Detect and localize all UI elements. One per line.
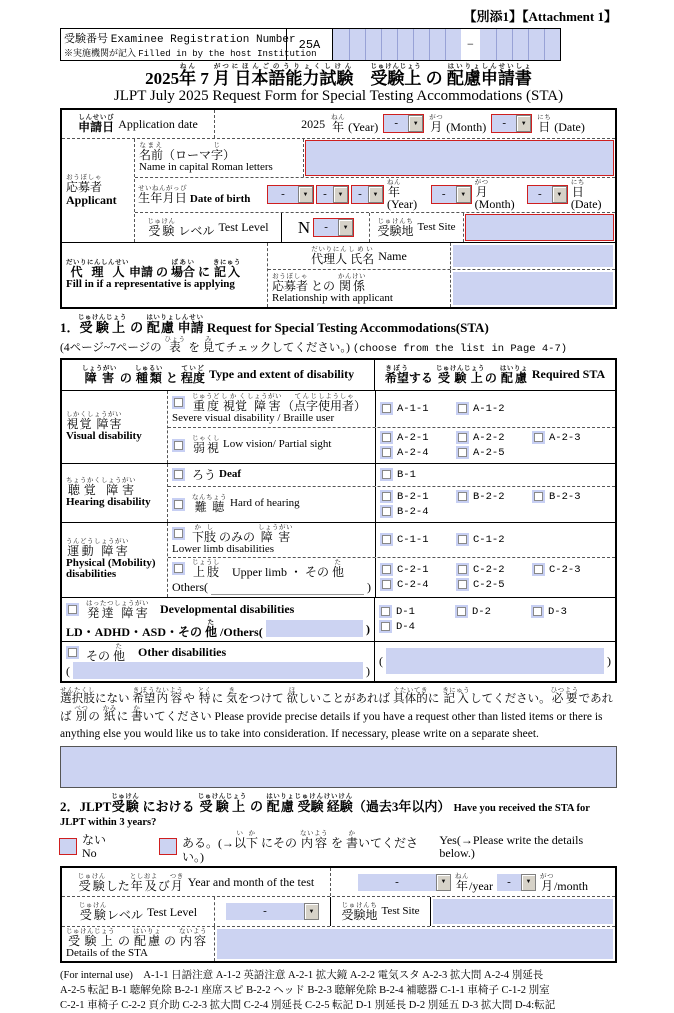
application-date-value: - <box>492 115 516 132</box>
developmental-option <box>62 598 374 641</box>
relationship-label-en: Relationship with applicant <box>272 291 393 304</box>
checkbox-c-2-3[interactable] <box>532 563 545 576</box>
test-site-value-cell <box>463 213 615 242</box>
internal-use-line3: C-2-1 車椅子 C-2-2 頁介助 C-2-3 拡大問 C-2-4 別延長 C-2-5 転記 D-1 別延長 D-2 別延五 D-3 拡大問 D-4:転記 <box>60 999 556 1011</box>
developmental-en: Developmental disabilities <box>160 602 295 617</box>
visual-category <box>62 391 167 463</box>
checkbox-c-2-4[interactable] <box>380 578 393 591</box>
other-disability-option <box>62 642 374 681</box>
disability-header-right-jp: 希望きぼうする 受験上じゅけんじょうの 配慮はいりょ <box>384 364 528 385</box>
disability-header-right-en: Required STA <box>531 367 606 382</box>
developmental-jp: 発達 障害はったつしょうがい <box>86 599 149 620</box>
dropdown-arrow-icon[interactable] <box>516 115 531 132</box>
history-details-input[interactable] <box>217 929 613 958</box>
dropdown-arrow-icon[interactable] <box>456 186 471 203</box>
section1-subnote-en: (choose from the list in Page 4-7) <box>352 342 568 355</box>
developmental-others-close: ) <box>366 621 370 636</box>
upper-limb-jp: 上肢じょうし Upper limb ・ その 他た <box>192 558 344 579</box>
dropdown-arrow-icon[interactable] <box>304 903 319 920</box>
history-year-dropdown[interactable] <box>358 874 451 891</box>
lower-limb-option <box>168 523 375 557</box>
history-level-label-jp: 受験じゅけんレベル <box>78 902 143 923</box>
relationship-input[interactable] <box>453 272 613 305</box>
other-disability-en: Other disabilities <box>138 645 227 660</box>
section1-heading <box>60 314 617 335</box>
lower-limb-jp: 下肢かし のみの 障害しょうがい <box>192 524 294 545</box>
registration-prefix: 25A <box>287 29 333 60</box>
hearing-category-en: Hearing disability <box>66 495 151 508</box>
sta-code-label: D-1 <box>396 605 415 618</box>
checkbox-d-1[interactable] <box>379 605 392 618</box>
test-year-month-value-cell <box>330 868 615 896</box>
application-date-label <box>62 110 214 138</box>
physical-sub2-codes <box>375 558 615 597</box>
free-request-note-jp: 選択肢せんたくしにない 希望きぼう内容ないようや 特とくに 気きをつけて 欲ほしいことがあれば 具体的ぐたいてきに 記入きにゅうしてください。必要ひつようであれば 別べつの 紙かみに 書かいてください <box>60 686 614 723</box>
checkbox-c-1-1[interactable] <box>380 533 393 546</box>
sta-code-label: A-1-1 <box>397 402 429 415</box>
history-year-value: - <box>358 874 436 891</box>
hard-of-hearing-en: Hard of hearing <box>230 497 300 510</box>
name-input[interactable] <box>306 141 613 175</box>
representative-name-label-en: Name <box>378 248 407 263</box>
representative-label-en: Fill in if a representative is applying <box>66 278 235 291</box>
upper-limb-option <box>168 558 375 597</box>
disability-header-left <box>62 360 374 390</box>
form-title-jp: 2025年ねん 7 月がつ 日本語能力試験にほんごのうりょくしけん 受験上じゅけんじょう の 配慮申請書はいりょしんせいしょ <box>145 63 532 88</box>
other-open-paren: ( <box>66 663 70 678</box>
deaf-option <box>168 464 375 486</box>
relationship-label <box>268 270 450 307</box>
representative-name-input[interactable] <box>453 245 613 267</box>
developmental-codes <box>374 598 615 641</box>
registration-digit-cell[interactable] <box>381 29 397 60</box>
other-disability-input[interactable] <box>73 662 363 679</box>
test-year-month-label-jp: 受験じゅけんした年及としおよび月つき <box>77 872 184 893</box>
sta-code-label: B-2-3 <box>549 490 581 503</box>
history-site-label <box>330 897 430 926</box>
test-level-value: - <box>314 219 338 236</box>
checkbox-a-2-1[interactable] <box>380 431 393 444</box>
checkbox-other-disability[interactable] <box>66 646 79 659</box>
checkbox-upper-limb[interactable] <box>172 562 185 575</box>
sta-code-label: B-2-2 <box>473 490 505 503</box>
low-vision-option <box>168 428 375 463</box>
checkbox-c-2-5[interactable] <box>456 578 469 591</box>
checkbox-hard-of-hearing[interactable] <box>172 498 185 511</box>
application-month-dropdown[interactable] <box>384 115 423 132</box>
dropdown-arrow-icon[interactable] <box>368 186 383 203</box>
other-disability-jp: その 他た <box>86 642 126 663</box>
physical-category <box>62 523 167 597</box>
test-level-label <box>135 213 281 242</box>
test-year-month-label-en: Year and month of the test <box>187 875 315 890</box>
test-site-input[interactable] <box>466 215 613 240</box>
history-month-value: - <box>497 874 521 891</box>
hard-of-hearing-option <box>168 487 375 522</box>
test-level-value-cell <box>281 213 369 242</box>
registration-label-jp: 受験番号 <box>64 33 108 45</box>
severe-visual-en: Severe visual disability / Braille user <box>172 411 335 424</box>
internal-use-line2: A-2-5 転記 B-1 聴解免除 B-2-1 座席スピ B-2-2 ヘッド B-2-3 聴解免除 B-2-4 補聴器 C-1-1 車椅子 C-1-2 別室 <box>60 984 550 996</box>
physical-category-en: Physical (Mobility) disabilities <box>66 556 156 581</box>
lower-limb-en: Lower limb disabilities <box>172 542 275 555</box>
history-details-label-jp: 受験上じゅけんじょう の 配慮はいりょ の 内容ないよう <box>66 928 207 949</box>
checkbox-severe-visual[interactable] <box>172 396 185 409</box>
sta-code-label: C-1-2 <box>473 533 505 546</box>
history-site-input[interactable] <box>433 899 613 924</box>
developmental-others-label: LD・ADHD・ASD・その 他た /Others( <box>66 619 263 640</box>
disability-header-left-jp: 障害しょうがい の 種類しゅるい と 程度ていど <box>81 364 205 385</box>
application-year-value: 2025 <box>301 116 326 131</box>
form-title-en: JLPT July 2025 Request Form for Special Testing Accommodations (STA) <box>113 87 564 104</box>
date-unit-label: 日にち (Date) <box>537 114 585 135</box>
checkbox-a-2-5[interactable] <box>456 446 469 459</box>
attachment-label: 【別添1】【Attachment 1】 <box>463 9 617 24</box>
checkbox-a-2-4[interactable] <box>380 446 393 459</box>
other-sta-input[interactable] <box>386 648 604 674</box>
history-site-label-en: Test Site <box>381 905 420 918</box>
history-level-dropdown[interactable] <box>226 903 319 920</box>
registration-digit-cell[interactable] <box>512 29 528 60</box>
history-details-label <box>62 927 214 960</box>
dob-label-en: Date of birth <box>189 192 251 205</box>
history-details-cell <box>214 927 615 960</box>
registration-digit-cell[interactable] <box>397 29 413 60</box>
visual-category-en: Visual disability <box>66 429 142 442</box>
section1-number: 1． <box>60 320 80 336</box>
sta-code-label: C-2-1 <box>397 563 429 576</box>
sta-code-label: B-2-1 <box>397 490 429 503</box>
registration-digit-cell[interactable] <box>528 29 544 60</box>
yes-label-en: Yes(→Please write the details below.) <box>439 833 584 860</box>
name-label <box>135 139 303 177</box>
dob-label-jp: 生年月日せいねんがっぴ <box>138 184 187 205</box>
dob-label <box>138 185 264 206</box>
dob-year-ones-value: - <box>352 186 368 203</box>
upper-limb-others-input[interactable] <box>211 578 364 595</box>
sta-code-label: C-2-4 <box>397 578 429 591</box>
free-request-note-en: Please provide precise details if you have a request other than listed items or there is anything else you would like us to take into consideration. If necessary, please write on a separate sheet. <box>60 710 603 740</box>
section1-subnote <box>60 336 617 355</box>
history-level-label-en: Test Level <box>146 904 198 919</box>
dob-year-unit: 年ねん (Year) <box>387 178 418 212</box>
no-label: ない No <box>82 833 107 860</box>
developmental-others-input[interactable] <box>266 620 363 637</box>
dropdown-arrow-icon[interactable] <box>338 219 353 236</box>
sta-code-label: C-2-2 <box>473 563 505 576</box>
checkbox-b-1[interactable] <box>380 468 393 481</box>
registration-dash: − <box>467 37 474 51</box>
checkbox-lower-limb[interactable] <box>172 527 185 540</box>
test-year-month-label <box>62 868 330 896</box>
dropdown-arrow-icon[interactable] <box>298 186 313 203</box>
test-site-label-en: Test Site <box>417 220 456 233</box>
disability-table <box>60 358 617 683</box>
checkbox-b-2-3[interactable] <box>532 490 545 503</box>
history-level-label <box>62 897 214 926</box>
yes-label-jp: ある。(→以下いか にその 内容ないよう を 書かいてください。) <box>181 830 418 864</box>
sta-code-label: A-2-4 <box>397 446 429 459</box>
test-level-dropdown[interactable] <box>314 219 353 236</box>
checkbox-d-3[interactable] <box>531 605 544 618</box>
applicant-label-en: Applicant <box>66 192 117 207</box>
history-site-cell <box>430 897 615 926</box>
applicant-label-jp: 応募者おうぼしゃ <box>66 174 103 195</box>
checkbox-developmental[interactable] <box>66 603 79 616</box>
sta-code-label: D-2 <box>472 605 491 618</box>
level-prefix-n: N <box>297 217 311 237</box>
physical-sub1-codes <box>375 523 615 557</box>
free-request-note <box>60 687 617 744</box>
checkbox-b-2-4[interactable] <box>380 505 393 518</box>
section1-heading-jp: 受験上じゅけんじょう の 配慮はいりょ 申請しんせい <box>77 314 204 336</box>
checkbox-deaf[interactable] <box>172 468 185 481</box>
section2-heading-en: Have you received the STA for JLPT within 3 years? <box>60 803 590 829</box>
section1-heading-en: Request for Special Testing Accommodations(STA) <box>206 320 489 336</box>
sta-code-label: A-1-2 <box>473 402 505 415</box>
dropdown-arrow-icon[interactable] <box>436 874 451 891</box>
low-vision-jp: 弱視じゃくし <box>192 435 220 456</box>
registration-digit-cell[interactable] <box>480 29 496 60</box>
checkbox-d-2[interactable] <box>455 605 468 618</box>
other-sta-cell <box>374 642 615 681</box>
hearing-category-jp: 聴覚 障害ちょうかくしょうがい <box>66 477 136 498</box>
test-level-label-en: Test Level <box>218 220 269 235</box>
other-sta-close-paren: ) <box>607 653 611 668</box>
month-unit-label: 月がつ (Month) <box>429 114 487 135</box>
applicant-table <box>60 108 617 309</box>
hearing-sub1-codes <box>375 464 615 486</box>
representative-name-label <box>268 243 450 269</box>
registration-digit-cell[interactable] <box>445 29 461 60</box>
sta-code-label: A-2-3 <box>549 431 581 444</box>
checkbox-c-2-2[interactable] <box>456 563 469 576</box>
test-site-label <box>369 213 463 242</box>
hearing-category <box>62 464 167 522</box>
registration-cells-group1 <box>333 29 461 60</box>
dob-date-value: - <box>528 186 552 203</box>
severe-visual-option <box>168 391 375 427</box>
registration-digit-cell[interactable] <box>365 29 381 60</box>
disability-header-right <box>374 360 615 390</box>
history-month-dropdown[interactable] <box>497 874 536 891</box>
sta-history-table <box>60 866 617 962</box>
sta-code-label: B-2-4 <box>397 505 429 518</box>
representative-label-jp: 代理人だいりにんしんせい申請 の 場合ばあい に 記入きにゅう <box>66 259 241 280</box>
registration-digit-cell[interactable] <box>349 29 365 60</box>
application-date-label-jp: 申請日しんせいび <box>78 114 115 135</box>
registration-digit-cell[interactable] <box>413 29 429 60</box>
section2-heading <box>60 793 617 828</box>
sta-code-label: C-2-5 <box>473 578 505 591</box>
low-vision-en: Low vision/ Partial sight <box>223 438 332 451</box>
history-site-label-jp: 受験地じゅけんち <box>341 902 378 923</box>
sta-code-label: A-2-2 <box>473 431 505 444</box>
checkbox-a-1-2[interactable] <box>456 402 469 415</box>
dob-era-value: - <box>268 186 298 203</box>
applicant-group-label <box>62 139 134 242</box>
dob-month-value: - <box>432 186 456 203</box>
checkbox-c-2-1[interactable] <box>380 563 393 576</box>
dob-era-dropdown[interactable] <box>268 186 313 203</box>
registration-digit-cell[interactable] <box>544 29 560 60</box>
registration-digit-cell[interactable] <box>496 29 512 60</box>
deaf-jp: ろう <box>192 467 217 482</box>
severe-visual-jp: 重度じゅうど 視覚しかく 障害しょうがい（点字てんじ使用者しようしゃ） <box>192 393 367 414</box>
dob-year-ones-dropdown[interactable] <box>352 186 383 203</box>
dob-year-tens-dropdown[interactable] <box>317 186 348 203</box>
dropdown-arrow-icon[interactable] <box>333 186 348 203</box>
registration-label-en: Examinee Registration Number <box>110 34 296 46</box>
history-month-unit: 月がつ/month <box>539 872 588 893</box>
sta-code-label: D-4 <box>396 620 415 633</box>
visual-sub1-codes <box>375 391 615 427</box>
checkbox-a-2-3[interactable] <box>532 431 545 444</box>
checkbox-no[interactable] <box>60 839 76 854</box>
checkbox-low-vision[interactable] <box>172 439 185 452</box>
hearing-sub2-codes <box>375 487 615 522</box>
relationship-label-jp: 応募者おうぼしゃ との 関係かんけい <box>272 272 367 293</box>
deaf-en: Deaf <box>219 467 242 480</box>
sta-code-label: A-2-1 <box>397 431 429 444</box>
dropdown-arrow-icon[interactable] <box>552 186 567 203</box>
section2-heading-jp: 2．JLPT受験じゅけん における 受験上じゅけんじょう の 配慮はいりょ 受験じゅけん 経験けいけん（過去3年以内） <box>60 793 451 815</box>
history-level-value: - <box>226 903 304 920</box>
application-month-value: - <box>384 115 408 132</box>
name-label-en: Name in capital Roman letters <box>139 160 273 173</box>
registration-number-box <box>60 28 561 61</box>
dropdown-arrow-icon[interactable] <box>408 115 423 132</box>
other-close-paren: ) <box>366 663 370 678</box>
history-details-label-en: Details of the STA <box>66 947 148 959</box>
registration-digit-cell[interactable] <box>333 29 349 60</box>
dob-date-unit: 日にち (Date) <box>570 178 602 212</box>
internal-use-line1: (For internal use) A-1-1 日語注意 A-1-2 英語注意 A-2-1 拡大鏡 A-2-2 電気スタ A-2-3 拡大問 A-2-4 別延長 <box>60 969 544 981</box>
other-sta-open-paren: ( <box>379 653 383 668</box>
application-date-value-cell <box>214 110 615 138</box>
relationship-cell <box>450 270 615 307</box>
internal-use-note <box>60 968 617 1013</box>
checkbox-d-4[interactable] <box>379 620 392 633</box>
representative-name-label-jp: 代理人だいりにん 氏名しめい <box>311 246 375 267</box>
additional-details-textarea[interactable] <box>60 746 617 788</box>
application-date-dropdown[interactable] <box>492 115 531 132</box>
upper-limb-others-close: ) <box>367 579 371 594</box>
dob-month-unit: 月がつ (Month) <box>474 178 515 212</box>
test-level-label-jp: 受験じゅけん レベル <box>147 217 215 238</box>
visual-category-jp: 視覚 障害しかくしょうがい <box>66 411 122 432</box>
sta-code-label: C-1-1 <box>397 533 429 546</box>
name-value-cell <box>303 139 615 177</box>
upper-limb-others-open: Others( <box>172 579 208 594</box>
test-site-label-jp: 受験地じゅけんち <box>377 217 414 238</box>
registration-digit-cell[interactable] <box>429 29 445 60</box>
checkbox-b-2-1[interactable] <box>380 490 393 503</box>
checkbox-yes[interactable] <box>160 839 176 854</box>
disability-header-left-en: Type and extent of disability <box>208 367 355 382</box>
name-label-jp: 名前なまえ（ローマ字じ） <box>139 142 236 163</box>
visual-sub2-codes <box>375 428 615 463</box>
representative-name-cell <box>450 243 615 269</box>
application-date-label-en: Application date <box>118 116 198 131</box>
checkbox-a-1-1[interactable] <box>380 402 393 415</box>
sta-code-label: A-2-5 <box>473 446 505 459</box>
sta-code-label: B-1 <box>397 468 416 481</box>
history-year-unit: 年ねん/year <box>455 872 493 893</box>
physical-category-jp: 運動 障害うんどうしょうがい <box>66 538 129 559</box>
registration-sublabel-en: Filled in by the host Institution <box>138 49 317 59</box>
registration-sublabel-jp: ※実施機関が記入 <box>64 48 137 58</box>
sta-code-label: C-2-3 <box>549 563 581 576</box>
sta-history-yesno <box>60 830 617 863</box>
registration-cells-group2 <box>480 29 560 60</box>
section1-subnote-jp: (4ページ~7ページの 表ひょう を 見みてチェックしてください。) <box>60 335 350 354</box>
dob-month-dropdown[interactable] <box>432 186 471 203</box>
dob-year-tens-value: - <box>317 186 333 203</box>
representative-group-label <box>62 243 267 307</box>
year-unit-label: 年ねん (Year) <box>331 114 379 135</box>
sta-code-label: D-3 <box>548 605 567 618</box>
checkbox-c-1-2[interactable] <box>456 533 469 546</box>
dropdown-arrow-icon[interactable] <box>521 874 536 891</box>
hard-of-hearing-jp: 難聴なんちょう <box>192 494 227 515</box>
history-level-value-cell <box>214 897 330 926</box>
checkbox-a-2-2[interactable] <box>456 431 469 444</box>
checkbox-b-2-2[interactable] <box>456 490 469 503</box>
dob-date-dropdown[interactable] <box>528 186 567 203</box>
